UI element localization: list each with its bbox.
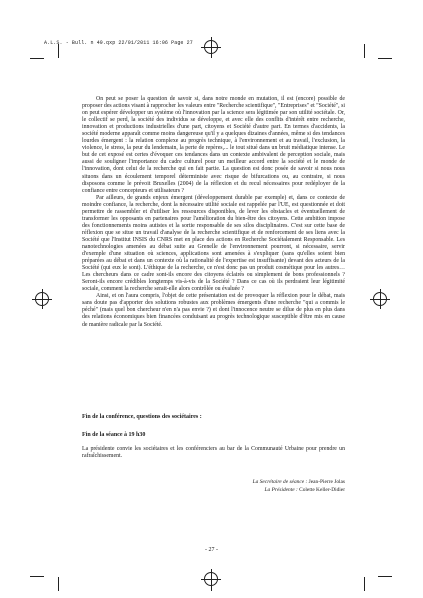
paragraph: Par ailleurs, de grands enjeux émergent (développement durable par exemple) et, dans ce contexte de moindre confiance, la recherche, dont la nécessaire utilité sociale est rappelée par l'UE, est questionnée et doit permettre de rassembler et d'utiliser les ressources disponibles, de lever les obstacles et éventuellement de transformer les opposants en partenaires pour l'amélioration du bien-être des citoyens. Cette ambition impose des fonctionnements moins autistes et la sortie responsable de ses silos disciplinaires. C'est sur cette base de réflexion que se situe un travail d'analyse de la recherche scientifique et de renforcement de ses liens avec la Société que l'Institut INSIS du CNRS met en place des actions en Recherche Sociétalement Responsable. Les nanotechnologies amenées au débat suite au Grenelle de l'environnement pourront, si nécessaire, servir d'exemple d'une situation où sciences, applications sont amenées à s'expliquer (sans qu'elles soient bien préparées au débat et dans un contexte où la rationalité de l'expertise est insuffisante) devant des acteurs de la Société (qui eux le sont). L'éthique de la recherche, ce n'est donc pas un produit cosmétique pour les autres… Les chercheurs dans ce cadre sont-ils encore des citoyens éclairés ou simplement de bons professionnels ? Seront-ils encore crédibles longtemps vis-à-vis de la Société ? Dans ce cas où ils perdraient leur légitimité sociale, comment la recherche serait-elle alors contrôlée ou évaluée ? [82, 194, 345, 293]
registration-mark-right [373, 292, 387, 306]
crop-mark-bottom-right-v [364, 577, 365, 591]
crop-mark-top-right-h [378, 58, 392, 59]
signature-secretary [253, 479, 345, 485]
registration-mark-bottom [204, 572, 218, 586]
signature-role: La Présidente : [264, 487, 298, 493]
page-number: - 27 - [205, 547, 218, 553]
crop-mark-bottom-right-h [378, 576, 392, 577]
body-text [82, 96, 345, 329]
print-slug-line: A.L.S. - Bull. n 49.qxp 22/01/2011 16:06 Page 27 [44, 40, 193, 46]
signature-name: Jean-Pierre Jolas [308, 479, 345, 485]
registration-mark-left [35, 292, 49, 306]
crop-mark-bottom-left-v [58, 577, 59, 591]
conference-end-heading: Fin de la conférence, questions des sociétaires : [82, 414, 202, 420]
crop-mark-top-left-h [30, 58, 44, 59]
crop-mark-top-left-v [58, 44, 59, 58]
closing-paragraph: La présidente convie les sociétaires et les conférenciers au bar de la Communauté Urbaine pour prendre un rafraîchissement. [82, 446, 345, 460]
signature-name: Colette Keller-Didier [299, 487, 345, 493]
session-end-heading: Fin de la séance à 19 h30 [82, 432, 146, 438]
registration-mark-top [204, 40, 218, 54]
crop-mark-top-right-v [364, 44, 365, 58]
signature-president [265, 487, 345, 493]
paragraph: Ainsi, et on l'aura compris, l'objet de cette présentation est de provoquer la réflexion pour le débat, mais sans doute pas d'apporter des solutions robustes aux problèmes émergents d'une recherche "qui a commis le péché" (mais quel bon chercheur n'en n'a pas envie ?) et dont l'innocence neutre se dilue de plus en plus dans des relations économiques bien financées conduisant au progrès technologique susceptible d'être mis en cause de manière radicale par la Société. [82, 293, 345, 328]
signature-role: La Secrétaire de séance : [252, 479, 308, 485]
paragraph: On peut se poser la question de savoir si, dans notre monde en mutation, il est (encore) possible de proposer des actions visant à rapprocher les valeurs entre "Recherche scientifique", "Entreprises" et "Société", si on peut espérer développer un système où l'innovation par la science sera légitimée par son utilité sociétale. Or, le collectif se perd, la société des individus se développe, et avec elle des conflits d'intérêt entre recherche, innovation et productions industrielles d'une part, citoyens et Société d'autre part. En termes d'accidents, la société moderne apparaît comme moins dangereuse qu'il y a quelques dizaines d'années, même si des tendances lourdes émergent : la relation complexe au progrès technique, à l'environnement et au travail, l'exclusion, la violence, le stress, la peur du lendemain, la perte de repères,... le tout situé dans un bruit médiatique intense. Le but de cet exposé est certes d'évoquer ces tendances dans un contexte ambivalent de perception sociale, mais aussi de souligner l'importance du cadre culturel pour un meilleur accord entre la société et le monde de l'innovation, dont celui de la recherche qui en fait partie. La question est donc posée de savoir si nous nous situons dans un écoulement temporel déterministe avec risque de bifurcations ou, au contraire, si nous disposons comme le prévoit Bruxelles (2004) de la réflexion et du recul nécessaires pour redéployer de la confiance entre concepteurs et utilisateurs ? [82, 96, 345, 194]
crop-mark-bottom-left-h [30, 576, 44, 577]
